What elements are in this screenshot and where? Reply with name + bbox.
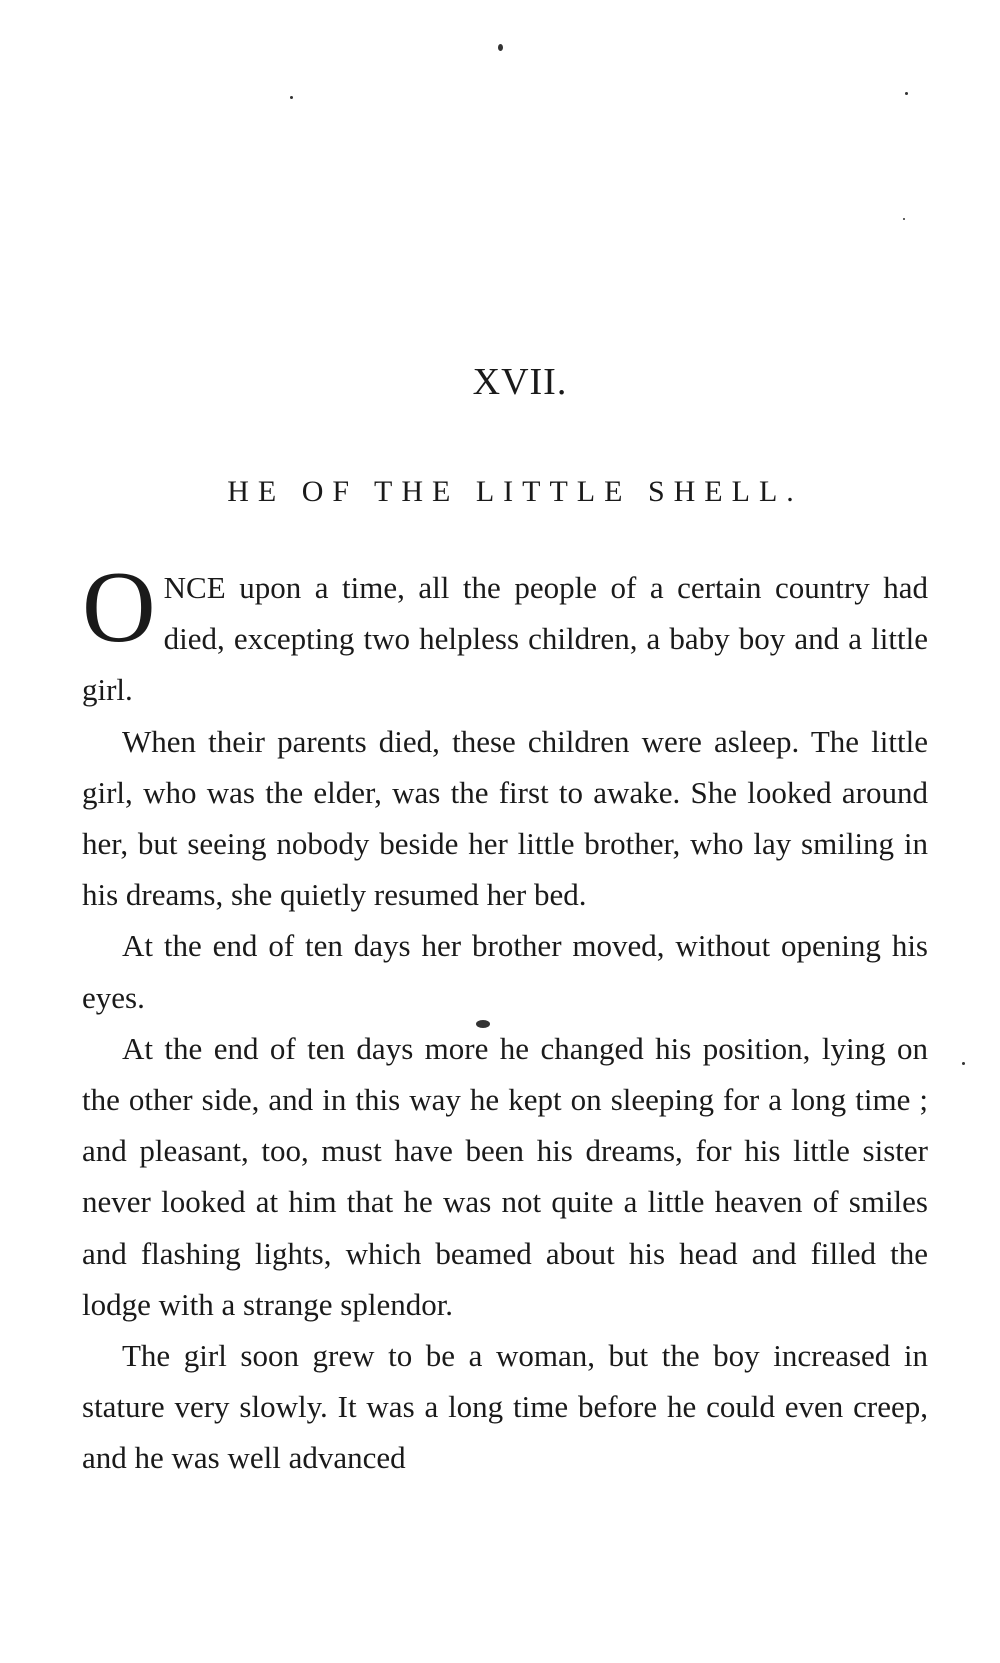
drop-cap: O — [82, 551, 156, 664]
paragraph — [82, 551, 928, 716]
chapter-body — [82, 551, 928, 1484]
paragraph: When their parents died, these children were asleep. The little girl, who was the elder, was the first to awake. She looked around her, but seeing nobody beside her little brother, who lay smiling in his dreams, she quietly resumed her bed. — [82, 723, 928, 913]
scan-speck — [498, 44, 503, 51]
chapter-number: XVII. — [472, 361, 568, 403]
scan-speck — [476, 1020, 490, 1028]
scan-speck — [962, 1062, 965, 1065]
paragraph-text: NCE upon a time, all the people of a certain country had died, excepting two helpless children, a baby boy and a little girl. — [82, 570, 928, 708]
chapter-title: HE OF THE LITTLE SHELL. — [227, 475, 803, 508]
paragraph: The girl soon grew to be a woman, but the boy increased in stature very slowly. It was a long time before he could even creep, and he was well advanced — [82, 1338, 928, 1476]
scan-speck — [905, 92, 908, 95]
scan-speck — [290, 96, 293, 99]
scan-speck — [903, 218, 905, 220]
paragraph: At the end of ten days more he changed his position, lying on the other side, and in this way he kept on sleeping for a long time ; and pleasant, too, must have been his dreams, for his little sister never looked at him that he was not quite a little heaven of smiles and flashing lights, which beamed about his head and filled the lodge with a strange splendor. — [82, 1030, 928, 1322]
paragraph: At the end of ten days her brother moved, without opening his eyes. — [82, 928, 928, 1015]
